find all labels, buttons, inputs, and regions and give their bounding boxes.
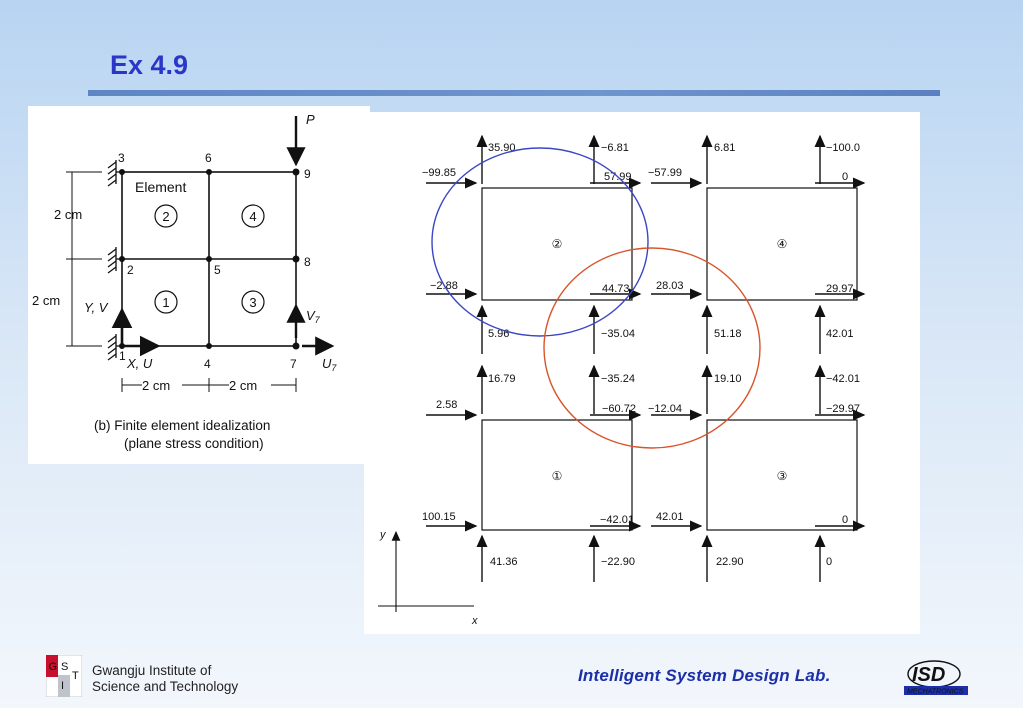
load-label: P (306, 112, 315, 127)
caption-line-1: (b) Finite element idealization (94, 418, 271, 433)
e1-force-left-top: 2.58 (436, 399, 458, 411)
e4-force-left-bottom: 28.03 (656, 280, 684, 292)
e2-force-left-top: −99.85 (422, 167, 456, 179)
slide-title: Ex 4.9 (110, 50, 189, 80)
e2-force-top-left: 35.90 (488, 142, 516, 154)
highlight-circle-red (544, 248, 760, 448)
e2-force-bottom-right: −35.04 (601, 328, 635, 340)
gist-logo (46, 655, 246, 700)
e4-force-bottom-left: 51.18 (714, 328, 742, 340)
node-8-label: 8 (304, 255, 311, 269)
e1-force-top-left: 16.79 (488, 373, 516, 385)
vertical-dimension (66, 172, 102, 346)
isd-logo-sub: MECHATRONICS (907, 688, 964, 696)
axis-y-label: Y, V (84, 300, 108, 315)
gist-emblem (46, 655, 82, 697)
dim-horizontal-right: 2 cm (229, 378, 258, 393)
e3-force-left-bottom: 42.01 (656, 511, 684, 523)
force-figure-panel (364, 112, 920, 634)
node-9-label: 9 (304, 167, 311, 181)
e1-force-bottom-left: 41.36 (490, 556, 518, 568)
node-5-label: 5 (214, 263, 221, 277)
e4-force-right-top: 0 (842, 171, 849, 183)
e2-force-top-right: −6.81 (601, 142, 629, 154)
e3-force-left-top: −12.04 (648, 403, 682, 415)
e4-force-top-left: 6.81 (714, 142, 736, 154)
institute-name-line-2: Science and Technology (92, 679, 239, 694)
gist-letter-g: G (48, 661, 58, 673)
gist-letter-s: S (61, 661, 69, 673)
force-element-1-label: ① (551, 469, 563, 483)
lab-name: Intelligent System Design Lab. (578, 666, 831, 685)
mesh-figure (28, 106, 370, 464)
e3-force-bottom-right: 0 (826, 556, 833, 568)
node-1-label: 1 (119, 349, 126, 363)
isd-logo-text: ISD (912, 664, 946, 686)
force-figure (364, 112, 920, 634)
gist-letter-i: I (61, 680, 65, 692)
e2-force-bottom-left: 5.96 (488, 328, 510, 340)
e3-force-right-top: −29.97 (826, 403, 860, 415)
e1-force-left-bottom: 100.15 (422, 511, 456, 523)
force-element-4-label: ④ (776, 237, 788, 251)
node-2-label: 2 (127, 263, 134, 277)
dim-horizontal-left: 2 cm (142, 378, 171, 393)
gist-letter-t: T (72, 670, 79, 682)
element-1-number: 1 (162, 295, 170, 310)
force-arrows (426, 136, 864, 582)
force-element-3-label: ③ (776, 469, 788, 483)
e4-force-left-top: −57.99 (648, 167, 682, 179)
force-axis-y-label: y (380, 529, 386, 541)
e1-force-top-right: −35.24 (601, 373, 635, 385)
u7-label: $U_7$ (322, 356, 337, 373)
caption-line-2: (plane stress condition) (124, 436, 264, 451)
mesh-figure-panel (28, 106, 370, 464)
e3-force-top-right: −42.01 (826, 373, 860, 385)
element-boxes (482, 188, 857, 530)
v7-label: $V_7$ (306, 308, 320, 325)
e1-force-bottom-right: −22.90 (601, 556, 635, 568)
e1-force-right-top: −60.72 (602, 403, 636, 415)
e3-force-bottom-left: 22.90 (716, 556, 744, 568)
e4-force-right-bottom: 29.97 (826, 283, 854, 295)
axis-x-label: X, U (127, 356, 153, 371)
e4-force-top-right: −100.0 (826, 142, 860, 154)
node-3-label: 3 (118, 151, 125, 165)
institute-name-line-1: Gwangju Institute of (92, 663, 212, 678)
e3-force-right-bottom: 0 (842, 514, 849, 526)
force-element-2-label: ② (551, 237, 563, 251)
dim-vertical-top: 2 cm (54, 207, 83, 222)
node-6-label: 6 (205, 151, 212, 165)
institute-name (92, 663, 238, 695)
title-underline (88, 90, 940, 96)
element-3-number: 3 (249, 295, 257, 310)
e3-force-top-left: 19.10 (714, 373, 742, 385)
e2-force-right-bottom: 44.73 (602, 283, 630, 295)
element-2-number: 2 (162, 209, 170, 224)
element-word: Element (135, 179, 187, 195)
dim-vertical-bottom: 2 cm (32, 293, 61, 308)
element-4-number: 4 (249, 209, 257, 224)
isd-logo (896, 656, 976, 700)
e2-force-right-top: 57.99 (604, 171, 632, 183)
e4-force-bottom-right: 42.01 (826, 328, 854, 340)
force-axis-x-label: x (472, 615, 478, 627)
e2-force-left-bottom: −2.88 (430, 280, 458, 292)
node-4-label: 4 (204, 357, 211, 371)
node-7-label: 7 (290, 357, 297, 371)
e1-force-right-bottom: −42.01 (600, 514, 634, 526)
